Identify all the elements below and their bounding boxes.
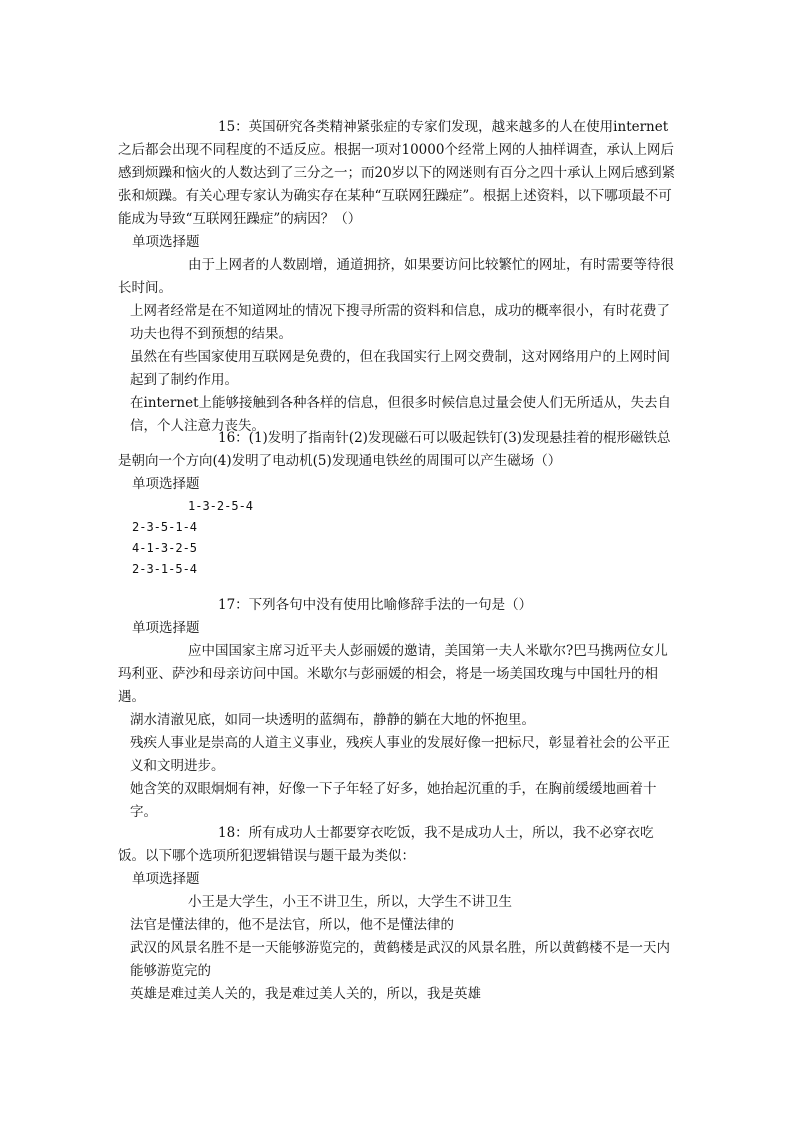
question-15	[118, 116, 678, 438]
question-type: 单项选择题	[132, 620, 200, 636]
option-a: 由于上网者的人数剧增，通道拥挤，如果要访问比较繁忙的网址，有时需要等待很长时间。	[118, 257, 674, 296]
option-d: 2-3-1-5-4	[132, 562, 198, 576]
option-b: 法官是懂法律的，他不是法官，所以，他不是懂法律的	[130, 917, 454, 933]
question-16	[118, 427, 678, 580]
option-a: 1-3-2-5-4	[188, 499, 254, 513]
question-type: 单项选择题	[132, 871, 200, 887]
question-18	[118, 822, 678, 1006]
question-stem: 17：下列各句中没有使用比喻修辞手法的一句是（）	[218, 597, 533, 613]
question-stem: 16：(1)发明了指南针(2)发现磁石可以吸起铁钉(3)发现悬挂着的棍形磁铁总是朝向一个方向(4)发明了电动机(5)发现通电铁丝的周围可以产生磁场（）	[118, 430, 671, 469]
option-c: 虽然在有些国家使用互联网是免费的，但在我国实行上网交费制，这对网络用户的上网时间起到了制约作用。	[130, 349, 670, 388]
question-type: 单项选择题	[132, 476, 200, 492]
option-d: 她含笑的双眼炯炯有神，好像一下子年轻了好多，她抬起沉重的手，在胸前缓缓地画着十字。	[130, 781, 657, 820]
question-type: 单项选择题	[132, 234, 200, 250]
option-c: 残疾人事业是崇高的人道主义事业，残疾人事业的发展好像一把标尺，彰显着社会的公平正义和文明进步。	[130, 735, 670, 774]
option-c: 4-1-3-2-5	[132, 541, 198, 555]
option-d: 英雄是难过美人关的，我是难过美人关的，所以，我是英雄	[130, 986, 481, 1002]
option-a: 小王是大学生，小王不讲卫生，所以，大学生不讲卫生	[188, 894, 512, 910]
option-b: 湖水清澈见底，如同一块透明的蓝绸布，静静的躺在大地的怀抱里。	[130, 712, 535, 728]
option-d: 在internet上能够接触到各种各样的信息，但很多时候信息过量会使人们无所适从，失去自信，个人注意力丧失。	[130, 395, 671, 434]
option-b: 上网者经常是在不知道网址的情况下搜寻所需的资料和信息，成功的概率很小，有时花费了功夫也得不到预想的结果。	[130, 303, 670, 342]
question-17	[118, 594, 678, 824]
question-stem: 18：所有成功人士都要穿衣吃饭，我不是成功人士，所以，我不必穿衣吃饭。以下哪个选项所犯逻辑错误与题干最为类似：	[118, 825, 654, 864]
option-a: 应中国国家主席习近平夫人彭丽媛的邀请，美国第一夫人米歇尔?巴马携两位女儿玛利亚、萨沙和母亲访问中国。米歇尔与彭丽媛的相会，将是一场美国玫瑰与中国牡丹的相遇。	[118, 643, 668, 705]
option-c: 武汉的风景名胜不是一天能够游览完的，黄鹤楼是武汉的风景名胜，所以黄鹤楼不是一天内能够游览完的	[130, 940, 670, 979]
option-b: 2-3-5-1-4	[132, 520, 198, 534]
question-stem: 15：英国研究各类精神紧张症的专家们发现，越来越多的人在使用internet之后都会出现不同程度的不适反应。根据一项对10000个经常上网的人抽样调查，承认上网后感到烦躁和恼火的人数达到了三分之一；而20岁以下的网迷则有百分之四十承认上网后感到紧张和烦躁。有关心理专家认为确实存在某种“互联网狂躁症”。根据上述资料，以下哪项最不可能成为导致“互联网狂躁症”的病因？（）	[118, 119, 676, 227]
